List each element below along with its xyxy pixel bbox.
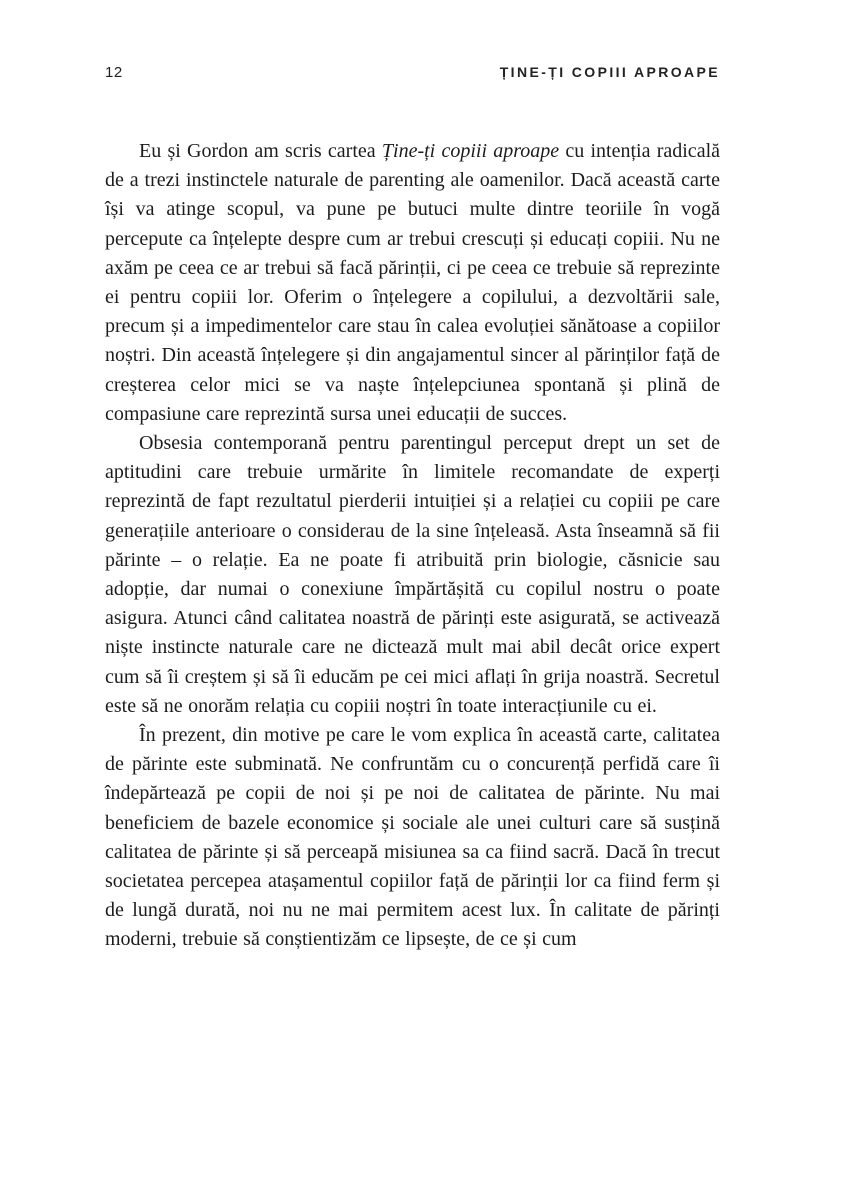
page-number: 12	[105, 64, 123, 81]
paragraph-2: Obsesia contemporană pentru parentingul perceput drept un set de aptitudini care trebuie urmărite în limitele recomandate de experți reprezintă de fapt rezultatul pierderii intuiției și a relației cu copiii pe care generațiile anterioare o considerau de la sine înțeleasă. Asta înseamnă să fii părinte – o relație. Ea ne poate fi atribuită prin biologie, căsnicie sau adopție, dar numai o conexiune împărtășită cu copilul nostru o poate asigura. Atunci când calitatea noastră de părinți este asigurată, se activează niște instincte naturale care ne dictează mult mai abil decât orice expert cum să îi creștem și să îi educăm pe cei mici aflați în grija noastră. Secretul este să ne onorăm relația cu copiii noștri în toate interacțiunile cu ei.	[105, 432, 720, 717]
running-title: ȚINE-ȚI COPIII APROAPE	[499, 64, 720, 80]
paragraph-1-text-after: cu intenția radicală de a trezi instinctele naturale de parenting ale oamenilor. Dacă această carte își va atinge scopul, va pune pe butuci multe dintre teoriile în vogă percepute ca înțelepte despre cum ar trebui crescuți și educați copiii. Nu ne axăm pe ceea ce ar trebui să facă părinții, ci pe ceea ce trebuie să reprezinte ei pentru copiii lor. Oferim o înțelegere a copilului, a dezvoltării sale, precum și a impedimentelor care stau în calea evoluției sănătoase a copiilor noștri. Din această înțelegere și din angajamentul sincer al părinților față de creșterea celor mici se va naște înțelepciunea spontană și plină de compasiune care reprezintă sursa unei educații de succes.	[105, 140, 720, 425]
paragraph-3: În prezent, din motive pe care le vom explica în această carte, calitatea de părinte este subminată. Ne confruntăm cu o concurență perfidă care îi îndepărtează pe copii de noi și pe noi de calitatea de părinte. Nu mai beneficiem de bazele economice și sociale ale unei culturi care să susțină calitatea de părinte și să perceapă misiunea sa ca fiind sacră. Dacă în trecut societatea percepea atașamentul copiilor față de părinții lor ca fiind ferm și de lungă durată, noi nu ne mai permitem acest lux. În calitate de părinți moderni, trebuie să conștientizăm ce lipsește, de ce și cum	[105, 724, 720, 951]
page-body	[105, 137, 720, 955]
paragraph-1-text-before: Eu și Gordon am scris cartea	[139, 140, 382, 162]
book-title-italic: Ține-ți copiii aproape	[381, 140, 560, 162]
running-header	[105, 64, 720, 81]
paragraph-1	[105, 137, 720, 429]
